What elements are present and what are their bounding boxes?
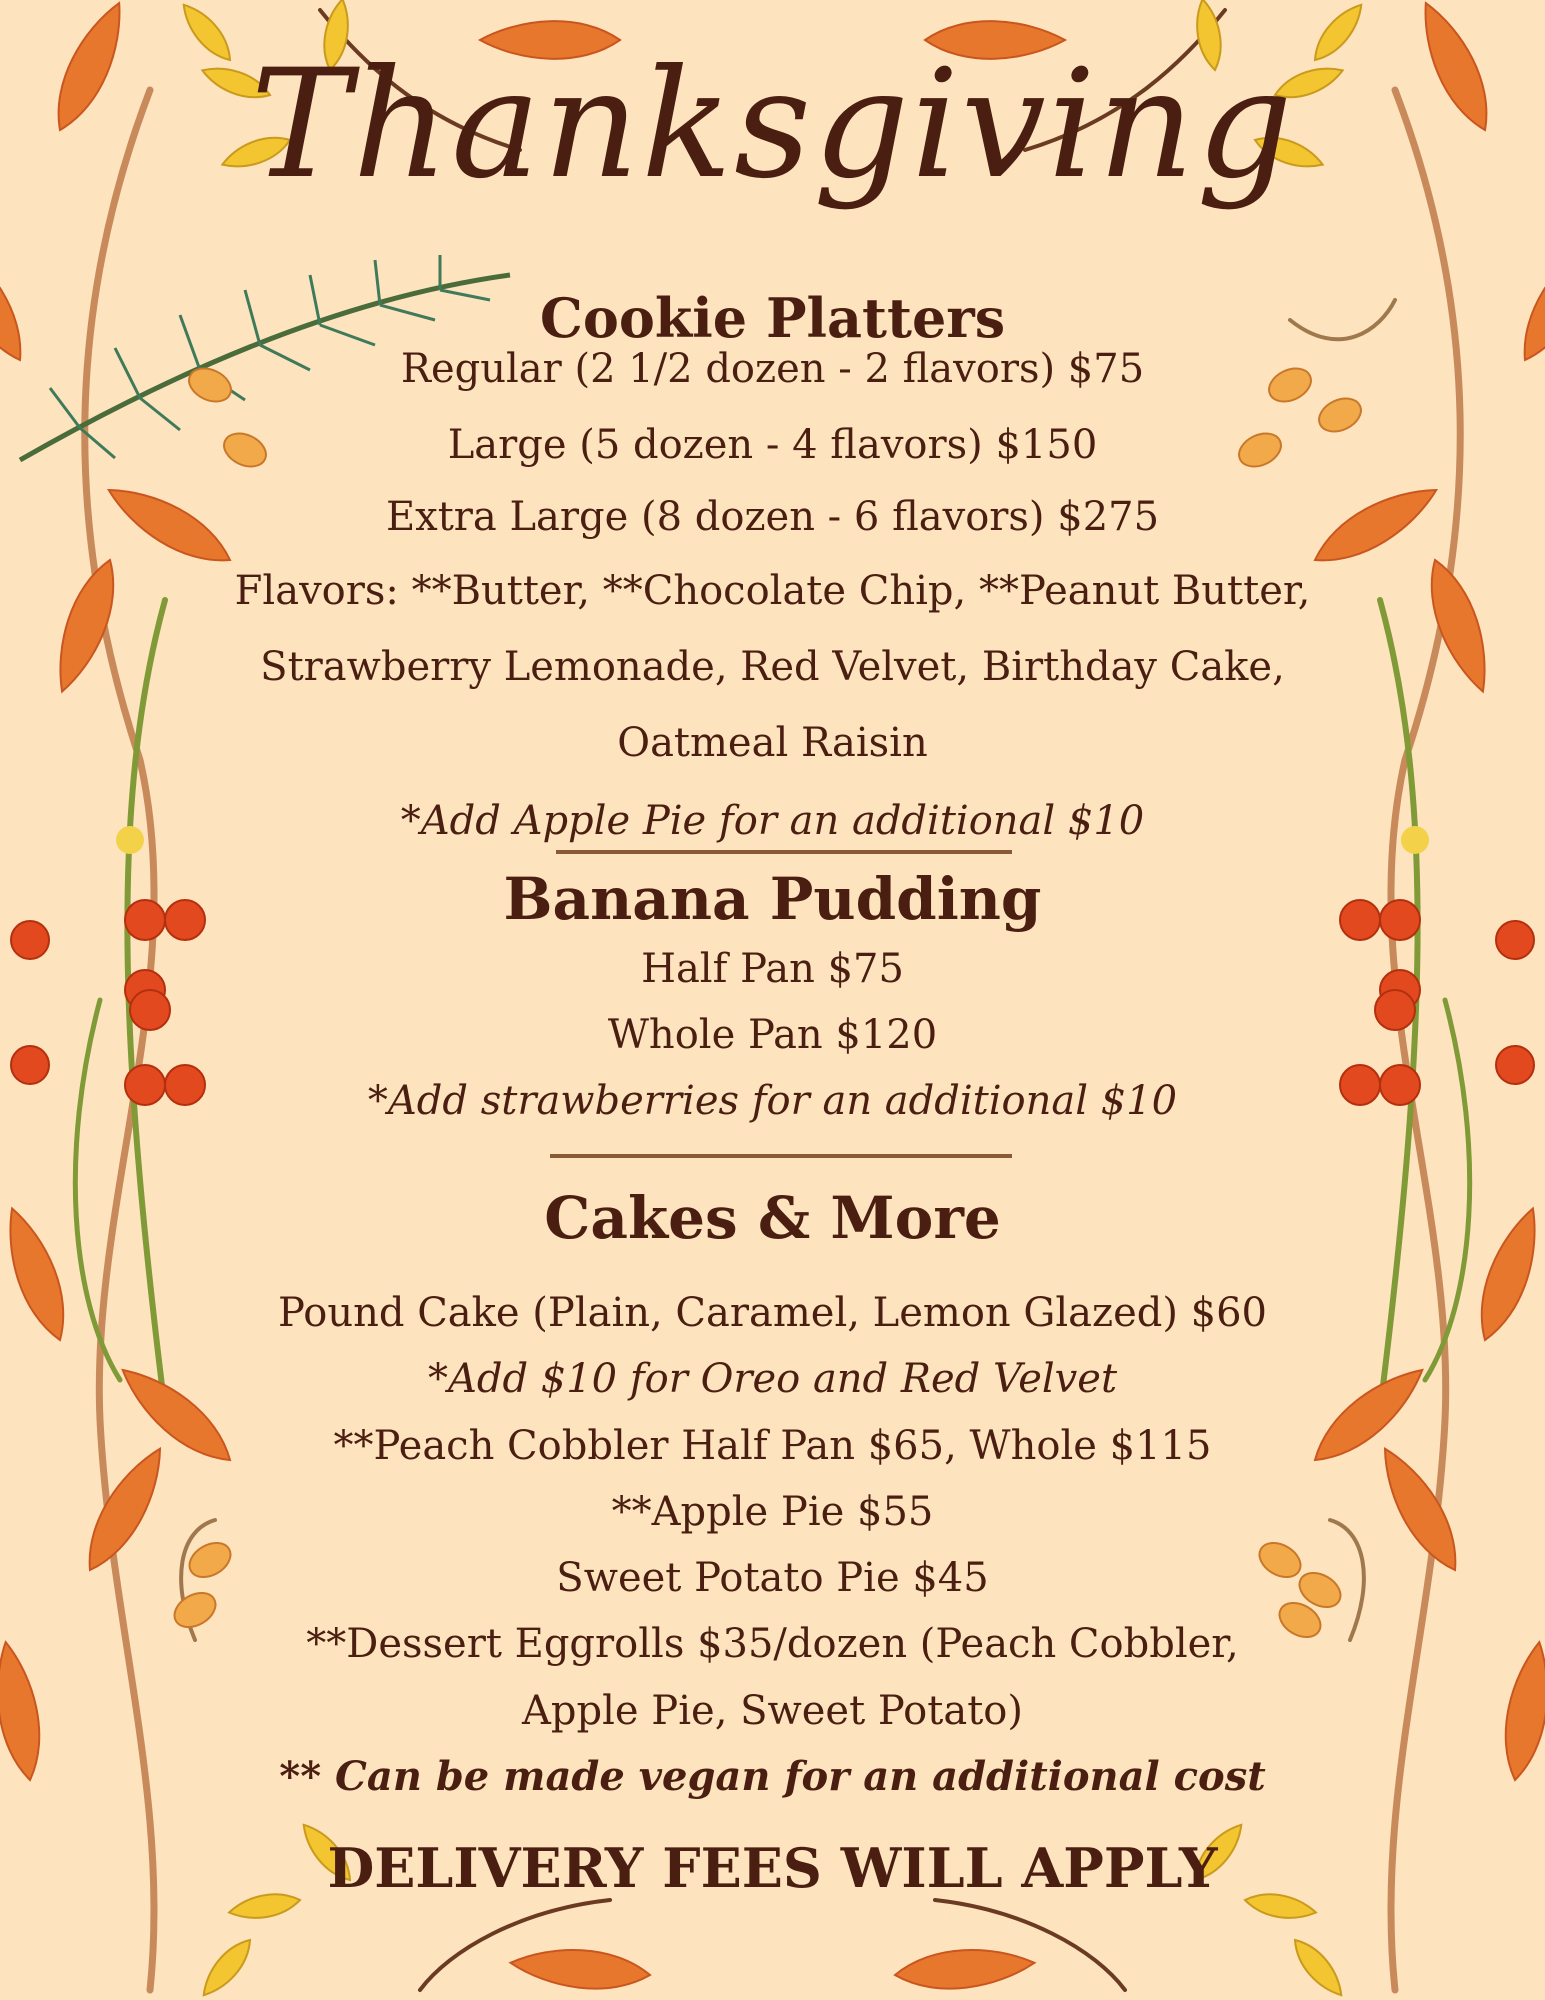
menu-item: **Peach Cobbler Half Pan $65, Whole $115 — [333, 1423, 1212, 1469]
flavors-line: Flavors: **Butter, **Chocolate Chip, **Peanut Butter, — [234, 568, 1311, 614]
cake-addon-note: *Add $10 for Oreo and Red Velvet — [427, 1356, 1118, 1402]
menu-item: Apple Pie, Sweet Potato) — [522, 1688, 1023, 1734]
banana-pudding-heading: Banana Pudding — [503, 865, 1042, 933]
flavors-line: Strawberry Lemonade, Red Velvet, Birthday Cake, — [260, 644, 1285, 690]
menu-item: Half Pan $75 — [641, 946, 904, 992]
delivery-notice: DELIVERY FEES WILL APPLY — [327, 1836, 1218, 1900]
vegan-note: ** Can be made vegan for an additional cost — [279, 1753, 1266, 1800]
cookie-platters-heading: Cookie Platters — [539, 286, 1006, 350]
page-title: Thanksgiving — [250, 38, 1295, 212]
section-divider — [556, 850, 1012, 854]
menu-item: **Apple Pie $55 — [611, 1489, 934, 1535]
menu-item: Large (5 dozen - 4 flavors) $150 — [447, 422, 1098, 468]
menu-item: Regular (2 1/2 dozen - 2 flavors) $75 — [400, 346, 1145, 392]
cakes-more-heading: Cakes & More — [544, 1184, 1001, 1252]
menu-item: **Dessert Eggrolls $35/dozen (Peach Cobbler, — [306, 1621, 1239, 1667]
menu-item: Pound Cake (Plain, Caramel, Lemon Glazed) $60 — [277, 1290, 1268, 1336]
menu-item: Whole Pan $120 — [607, 1012, 938, 1058]
section-divider — [550, 1154, 1012, 1158]
banana-addon-note: *Add strawberries for an additional $10 — [367, 1078, 1178, 1124]
flavors-line: Oatmeal Raisin — [617, 720, 928, 766]
menu-item: Extra Large (8 dozen - 6 flavors) $275 — [385, 494, 1160, 540]
menu-item: Sweet Potato Pie $45 — [556, 1555, 989, 1601]
cookie-addon-note: *Add Apple Pie for an additional $10 — [400, 798, 1145, 844]
